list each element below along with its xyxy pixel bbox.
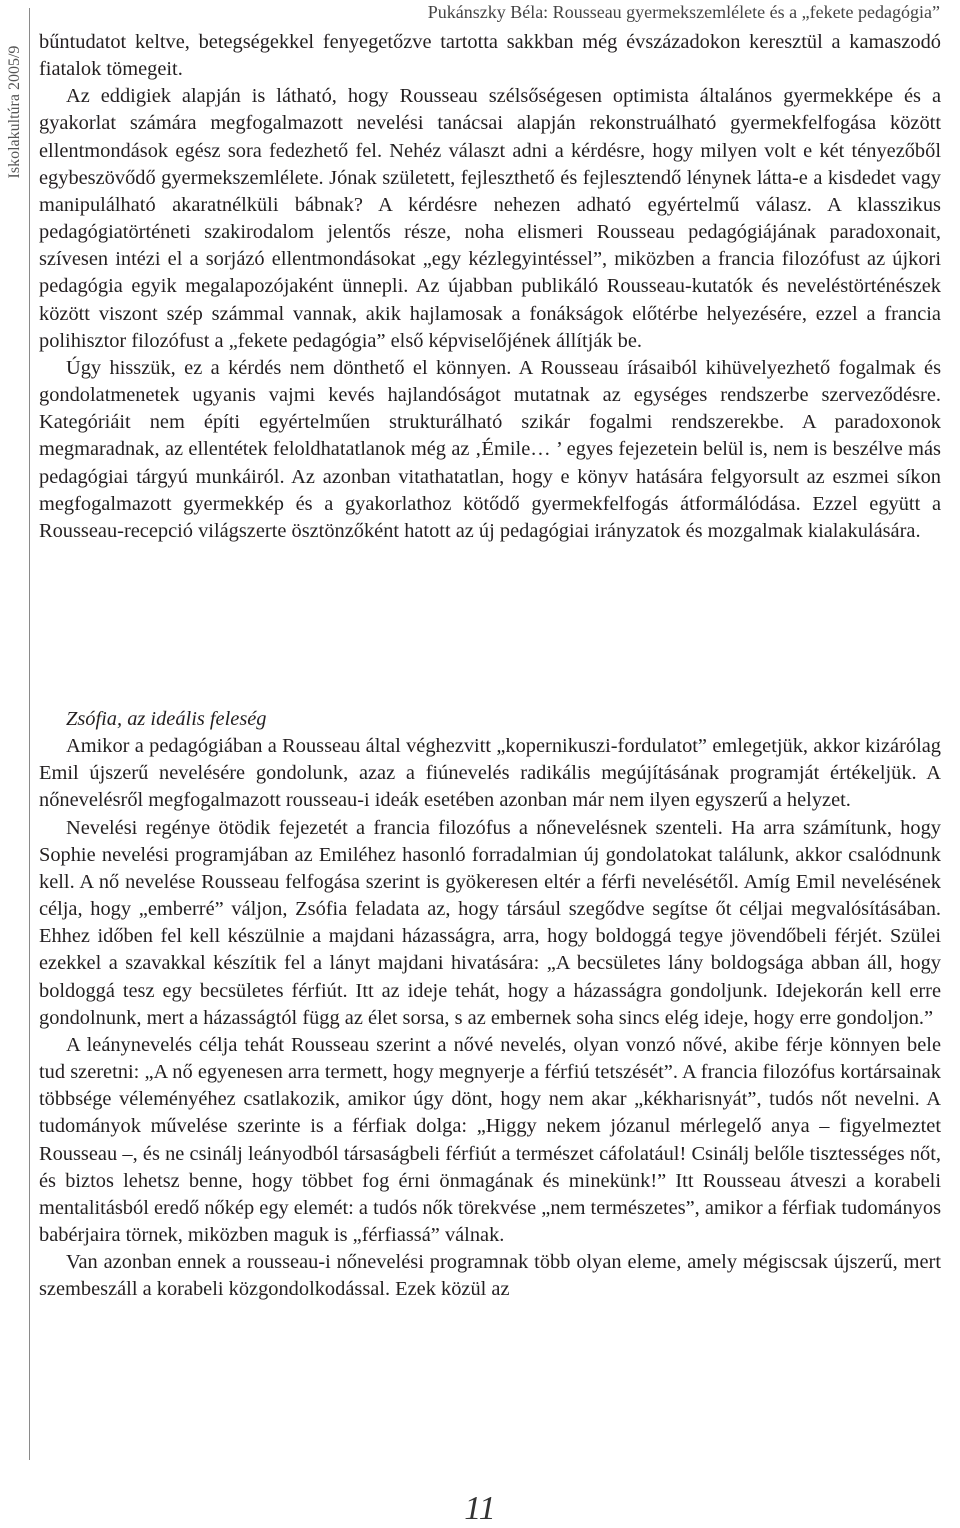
running-head: Pukánszky Béla: Rousseau gyermekszemlélete és a „fekete pedagógia” [427, 2, 940, 22]
journal-label: Iskolakultúra 2005/9 [6, 45, 23, 179]
body-text-section [39, 706, 941, 1303]
paragraph: A leánynevelés célja tehát Rousseau szerint a nővé nevelés, olyan vonzó nővé, akibe férje könnyen bele tud szeretni: „A nő egyenesen arra termett, hogy megnyerje a férfiú tetszését”. A francia filozófus kortársainak többsége véleményéhez csatlakozik, amikor úgy dönt, hogy nem akar „kékharisnyát”, tudós nőt nevelni. A tudományok művelése szerinte is a férfiak dolga: „Higgy nekem józanul mérlegelő anya – figyelmeztet Rousseau –, és ne csinálj leányodból társaságbeli férfiút a természet cáfolatául! Csinálj belőle tisztességes nőt, és biztos lehetsz benne, hogy többet fog érni önmagának és minekünk!” Itt Rousseau átveszi a korabeli mentalitásból eredő nőkép egy elemét: a tudós nők törekvése „nem természetes”, amikor a férfiak tudományos babérjaira törnek, miközben maguk is „férfiassá” válnak. [39, 1033, 941, 1246]
paragraph: Amikor a pedagógiában a Rousseau által véghezvitt „kopernikuszi-fordulatot” emlegetjük, akkor kizárólag Emil újszerű nevelésére gondolunk, azaz a fiúnevelés radikális megújításának programját értékeljük. A nőnevelésről megfogalmazott rousseau-i ideák esetében azonban már nem ilyen egyszerű a helyzet. [39, 735, 941, 812]
paragraph: Nevelési regénye ötödik fejezetét a francia filozófus a nőnevelésnek szenteli. Ha arra számítunk, hogy Sophie nevelési programjában az Emiléhez hasonló forradalmian új gondolatokat találunk, akkor csalódnunk kell. A nő nevelése Rousseau felfogása szerint is gyökeresen eltér a férfi nevelésétől. Amíg Emil nevelésének célja, hogy „emberré” váljon, Zsófia feladata az, hogy társául szegődve segítse őt céljai megvalósításában. Ehhez időben fel kell készülnie a majdani házasságra, arra, hogy boldoggá tegye jövendőbeli férjét. Szülei ezekkel a szavakkal készítik fel a lányt majdani hivatására: „A becsületes lány boldogsága abban áll, hogy boldoggá tesz egy becsületes férfiút. Itt az ideje tehát, hogy a házasságra gondoljunk. Idejekorán kell erre gondolnunk, mert a házasságtól függ az élet sorsa, s az embernek soha sincs elég ideje, hogy erre gondoljon.” [39, 816, 941, 1029]
paragraph: bűntudatot keltve, betegségekkel fenyegetőzve tartotta sakkban még évszázadokon keresztül a kamaszodó fiatalok tömegeit. [39, 31, 941, 81]
paragraph: Az eddigiek alapján is látható, hogy Rousseau szélsőségesen optimista általános gyermekképe és a gyakorlat számára megfogalmazott nevelési tanácsai alapján rekonstruálható gyermekfelfogása között ellentmondások egész sora fedezhető fel. Nehéz választ adni a kérdésre, hogy milyen volt e két tényezőből egybeszövődő gyermekszemlélete. Jónak született, fejleszthető és fejlesztendő lénynek látta-e a kisdedet vagy manipulálható akaratnélküli bábnak? A kérdésre nehezen adható egyértelmű válasz. A klasszikus pedagógiatörténeti szakirodalom jelentős része, noha elismeri Rousseau pedagógiájának paradoxonait, szívesen intézi el a sorjázó ellentmondásokat „egy kézlegyintéssel”, miközben a francia filozófust az újkori pedagógia egyik megalapozójaként ünnepli. Az újabban publikáló Rousseau-kutatók és neveléstörténészek között viszont szép számmal vannak, akik hajlamosak a fonákságok előtérbe helyezésére, ezzel a francia polihisztor filozófust a „fekete pedagógia” első képviselőjének állítják be. [39, 85, 941, 352]
paragraph: Úgy hisszük, ez a kérdés nem dönthető el könnyen. A Rousseau írásaiból kihüvelyezhető fogalmak és gondolatmenetek ugyanis vajmi kevés hajlandóságot mutatnak az egységes rendszerbe szerveződésre. Kategóriáit nem építi egyértelműen strukturálható szikár fogalmi rendszerekbe. A paradoxonok megmaradnak, az ellentétek feloldhatatlanok még az ‚Émile… ’ egyes fejezetein belül is, nem is beszélve más pedagógiai tárgyú munkáiról. Az azonban vitathatatlan, hogy e könyv hatására felgyorsult az eszmei síkon megfogalmazott gyermekkép és a gyakorlathoz kötődő gyermekfelfogás átformálódása. Ezzel együtt a Rousseau-recepció világszerte ösztönzőként hatott az új pedagógiai irányzatok és mozgalmak kialakulására. [39, 356, 941, 542]
body-text-top [39, 29, 941, 545]
section-heading: Zsófia, az ideális feleség [66, 708, 267, 730]
page-number: 11 [464, 1490, 496, 1527]
margin-rule [29, 8, 30, 1460]
side-margin [0, 0, 30, 1525]
paragraph: Van azonban ennek a rousseau-i nőnevelési programnak több olyan eleme, amely mégiscsak újszerű, mert szembeszáll a korabeli közgondolkodással. Ezek közül az [39, 1251, 941, 1301]
